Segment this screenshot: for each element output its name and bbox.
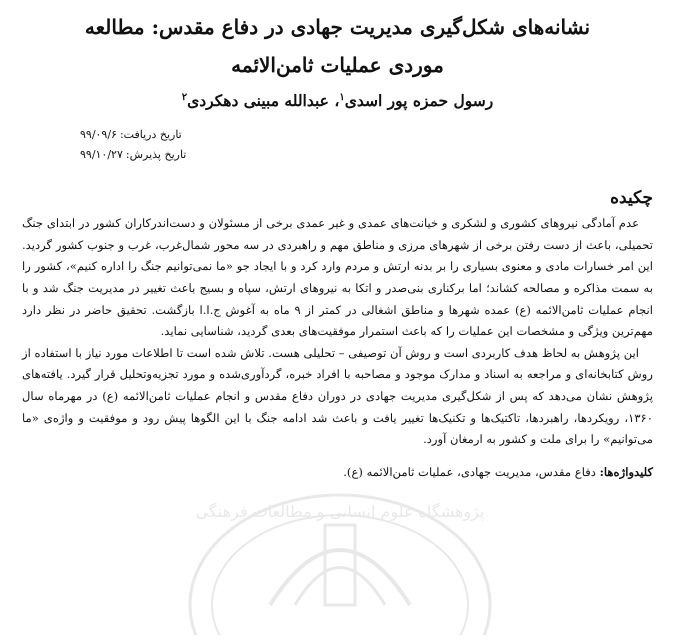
accepted-date-label: تاریخ پذیرش:	[125, 148, 187, 162]
author-1-affiliation-mark: ۱	[339, 92, 345, 103]
abstract-heading: چکیده	[610, 188, 653, 209]
paper-authors	[22, 84, 653, 115]
author-2-name: عبدالله مبینی دهکردی	[187, 91, 329, 111]
keywords-label: کلیدواژه‌ها:	[599, 464, 653, 479]
keywords-value: دفاع مقدس، مدیریت جهادی، عملیات ثامن‌الائمه (ع).	[343, 464, 600, 479]
paper-title	[22, 8, 653, 84]
keywords	[22, 461, 653, 483]
received-date-row	[80, 125, 653, 145]
accepted-date-row	[80, 145, 653, 165]
svg-text:پژوهشگاه علوم انسانی و مطالعات: پژوهشگاه علوم انسانی و مطالعات فرهنگی	[195, 502, 485, 521]
author-separator: ،	[328, 91, 340, 111]
abstract-body	[22, 213, 653, 451]
accepted-date-value: ۹۹/۱۰/۲۷	[80, 148, 123, 162]
abstract-paragraph-1: عدم آمادگی نیروهای کشوری و لشکری و خیانت‌های عمدی و غیر عمدی برخی از مسئولان و دست‌اندرکاران کشور در ابتدای جنگ تحمیلی، باعث از دست رفتن برخی از شهرهای مرزی و مناطق مهم و راهبردی در سه محور شمال‌غرب، غرب و جنوب کشور گردید. این امر خسارات مادی و معنوی بسیاری را بر بدنه ارتش و مردم وارد کرد و با ایجاد جو «ما نمی‌توانیم جنگ را اداره کنیم»، کشور را به سمت مذاکره و مصالحه کشاند؛ اما برکناری بنی‌صدر و اتکا به نیروهای ارتش، سپاه و بسیج باعث تغییر در مدیریت جنگ شد و با انجام عملیات ثامن‌الائمه (ع) عمده شهرها و مناطق اشغالی در کمتر از ۹ ماه به آغوش ج.ا.ا بازگشت. تحقیق حاضر در نظر دارد مهم‌ترین ویژگی و مشخصات این عملیات را که باعث استمرار موفقیت‌های بعدی گردید، شناسایی نماید.	[22, 216, 653, 339]
submission-dates	[22, 125, 653, 165]
author-2-affiliation-mark: ۲	[181, 92, 188, 103]
abstract-paragraph-2: این پژوهش به لحاظ هدف کاربردی است و روش آن توصیفی – تحلیلی هست. تلاش شده است تا اطلاعات مورد نیاز با استفاده از روش کتابخانه‌ای و مراجعه به اسناد و مدارک موجود و مصاحبه با افراد خبره، گردآوری‌شده و مورد تجزیه‌وتحلیل قرار گیرد. یافته‌های پژوهش نشان می‌دهد که پس از شکل‌گیری مدیریت جهادی در دوران دفاع مقدس و انجام عملیات ثامن‌الائمه (ع) در مهرماه سال ۱۳۶۰، رویکردها، راهبردها، تاکتیک‌ها و تکنیک‌ها تغییر یافت و باعث شد ادامه جنگ با این الگوها پیش رود و موفقیت و واژه‌ی «ما می‌توانیم» را برای ملت و کشور به ارمغان آورد.	[21, 345, 654, 447]
received-date-label: تاریخ دریافت:	[119, 128, 182, 142]
received-date-value: ۹۹/۰۹/۶	[80, 128, 117, 142]
paper-title-line2: موردی عملیات ثامن‌الائمه	[231, 53, 444, 77]
author-1-name: رسول حمزه پور اسدی	[344, 91, 494, 111]
paper-title-line1: نشانه‌های شکل‌گیری مدیریت جهادی در دفاع مقدس: مطالعه	[84, 15, 591, 39]
